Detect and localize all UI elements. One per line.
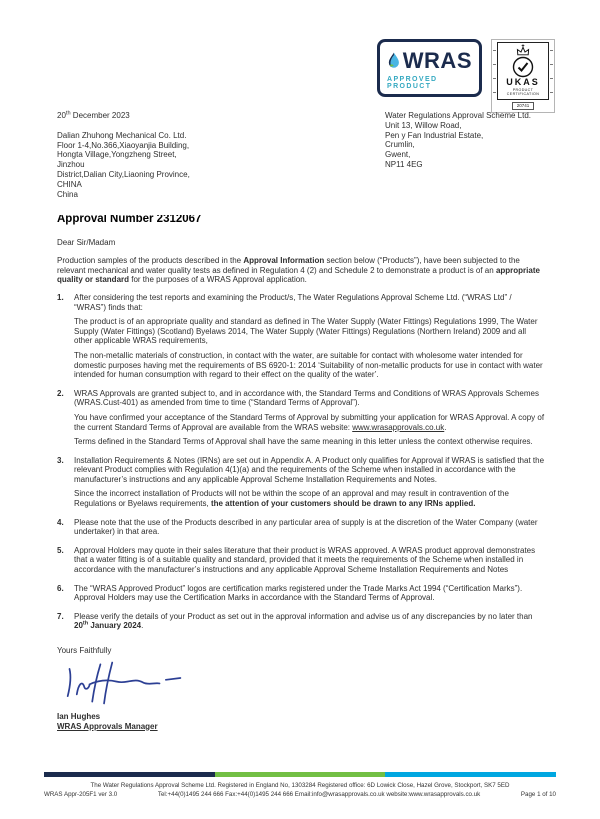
letter-body	[57, 215, 545, 767]
text-segment: for the purposes of a WRAS Approval application.	[129, 275, 307, 285]
text-segment: The non-metallic materials of construction, in contact with the water, are suitable for contact with wholesome water intended for domestic purposes having met the requirements of BS 6920-1: 2014 ‘Suitability of non-metallic products for use in contact with water intended for human consumption with regard to their effect on the quality of the water’.	[74, 350, 543, 380]
address-line: Unit 13, Willow Road,	[385, 120, 462, 130]
footer-contact-details: Tel:+44(0)1495 244 666 Fax:+44(0)1495 244 666 Email:info@wrasapprovals.co.uk website:www.wrasapprovals.co.uk	[157, 790, 481, 798]
recipient-address	[57, 131, 385, 200]
signature-block	[57, 658, 545, 731]
list-item-number: 2.	[57, 388, 64, 398]
paragraph	[74, 413, 545, 432]
list-item-body	[74, 389, 545, 452]
text-segment: January 2024	[88, 621, 142, 631]
paragraph	[74, 546, 545, 575]
paragraph	[74, 317, 545, 346]
list-item-3	[57, 456, 545, 514]
wras-address	[385, 111, 545, 199]
address-line: Water Regulations Approval Scheme Ltd.	[385, 111, 532, 120]
text-segment: After considering the test reports and examining the Product/s, The Water Regulations Approval Scheme Ltd. (“WRAS Ltd” / “WRAS”) finds that:	[74, 292, 512, 312]
intro-paragraph	[57, 256, 545, 285]
ukas-inner-box	[497, 42, 549, 100]
paragraph	[74, 489, 545, 508]
ukas-certification-mark	[491, 39, 555, 113]
paragraph	[74, 437, 545, 447]
ukas-registration-ticks-right	[550, 50, 553, 94]
list-item-number: 6.	[57, 583, 64, 593]
ukas-registration-ticks-left	[493, 50, 496, 94]
list-item-7	[57, 612, 545, 636]
text-segment: Since the incorrect installation of Products will not be within the scope of an approval and may result in contravention of the Regulations or Byelaws requirements,	[74, 489, 509, 509]
header-logos	[377, 39, 555, 113]
text-segment: Production samples of the products described in the	[57, 256, 244, 266]
footer-registered-office: The Water Regulations Approval Scheme Ltd. Registered in England No, 1303284 Registered office: 6D Lowick Close, Hazel Grove, Stockport, SK7 5ED	[90, 782, 510, 789]
paragraph	[74, 584, 545, 603]
list-item-body	[74, 518, 545, 542]
text-segment: Please note that the use of the Products described in any particular area of supply is at the discretion of the Water Company (water undertaker) in that area.	[74, 517, 538, 537]
list-item-2	[57, 389, 545, 452]
text-segment: 20	[57, 111, 66, 120]
list-item-body	[74, 612, 545, 636]
footer-bar-green-segment	[215, 772, 386, 777]
address-line: Jinzhou	[57, 160, 85, 170]
crown-icon	[515, 44, 531, 56]
water-drop-icon	[387, 47, 401, 74]
address-line: Hongta Village,Yongzheng Street,	[57, 150, 177, 160]
wras-logo-top	[387, 47, 472, 74]
wras-wordmark: WRAS	[402, 47, 472, 73]
text-segment: December 2023	[70, 111, 130, 120]
list-item-5	[57, 546, 545, 580]
checkmark-circle-icon	[512, 56, 534, 78]
address-line: Crumlin,	[385, 140, 415, 150]
footer-color-bar	[44, 772, 556, 777]
text-segment: WRAS Approvals are granted subject to, and in accordance with, the Standard Terms and Conditions of WRAS Approvals Schemes (WRAS.Cust-401) as amended from time to time (“Standard Terms of Approval”).	[74, 388, 539, 408]
list-item-1	[57, 293, 545, 385]
letter-date	[57, 111, 385, 121]
website-link[interactable]: www.wrasapprovals.co.uk	[352, 422, 445, 432]
recipient-block	[57, 111, 385, 199]
footer-bar-blue-segment	[385, 772, 556, 777]
address-line: CHINA	[57, 179, 82, 189]
address-block	[57, 111, 545, 199]
salutation: Dear Sir/Madam	[57, 237, 116, 247]
address-line: Floor 1-4,No.366,Xiaoyanjia Building,	[57, 140, 190, 150]
paragraph	[74, 518, 545, 537]
wras-approved-product-logo	[377, 39, 482, 97]
text-segment: Terms defined in the Standard Terms of Approval shall have the same meaning in this letter unless the context otherwise requires.	[74, 437, 533, 447]
ukas-wordmark: UKAS	[506, 77, 540, 87]
address-line: Dalian Zhuhong Mechanical Co. Ltd.	[57, 130, 187, 140]
text-segment: section below (“Products”), have been subjected to the relevant mechanical and water quality tests as defined in Regulation 4 (2) and Schedule 2 to demonstrate a product is of an	[57, 256, 520, 275]
paragraph	[74, 293, 545, 312]
text-segment: You have confirmed your acceptance of the Standard Terms of Approval by submitting your application for WRAS Approval. A copy of the current Standard Terms of Approval are available from the WRAS website:	[74, 412, 545, 432]
list-item-number: 3.	[57, 455, 64, 465]
text-segment: .	[444, 422, 447, 432]
text-segment: The product is of an appropriate quality and standard as defined in The Water Supply (Water Fittings) Regulations 1999, The Water Supply (Water Fittings) (Scotland) Byelaws 2014, The Water Supply (Water Fittings) Regulations (Northern Ireland) 2009 and all other applicable WRAS requirements,	[74, 317, 538, 346]
text-segment: The “WRAS Approved Product” logos are certification marks registered under the Trade Marks Act 1994 (“Certification Marks”). Approval Holders may use the Certification Marks in accordance with the Standard Terms of Approval.	[74, 583, 523, 603]
signatory-name: Ian Hughes	[57, 712, 101, 722]
footer-bar-navy-segment	[44, 772, 215, 777]
address-line: China	[57, 189, 78, 199]
list-item-number: 7.	[57, 611, 64, 621]
text-segment: Please verify the details of your Product as set out in the approval information and advise us of any discrepancies by no later than	[74, 611, 533, 621]
paragraph	[74, 456, 545, 485]
list-item-number: 5.	[57, 545, 64, 555]
text-segment: 20	[74, 621, 83, 631]
address-line: District,Dalian City,Liaoning Province,	[57, 169, 190, 179]
list-item-4	[57, 518, 545, 542]
list-item-6	[57, 584, 545, 608]
address-line: Pen y Fan Industrial Estate,	[385, 130, 484, 140]
address-line: Gwent,	[385, 150, 411, 160]
text-segment: the attention of your customers should be drawn to any IRNs applied.	[210, 499, 476, 509]
approval-number-heading: Approval Number 2312067	[57, 215, 202, 225]
text-segment: .	[141, 621, 144, 631]
list-item-body	[74, 546, 545, 580]
text-segment: th	[82, 620, 89, 627]
list-item-body	[74, 456, 545, 514]
text-segment: Approval Holders may quote in their sales literature that their product is WRAS approved. A WRAS product approval demonstrates that a water fitting is of a suitable quality and standard, provided that it meets the requirements of the Scheme when installed in accordance with the manufacturer’s instructions and any applicable Approval Scheme Installation Requirements and Notes	[74, 545, 536, 575]
text-segment: Approval Information	[243, 256, 325, 266]
footer-contact-row	[44, 791, 556, 800]
address-line: NP11 4EG	[385, 159, 423, 169]
list-item-number: 1.	[57, 292, 64, 302]
ukas-subtitle: PRODUCT CERTIFICATION	[506, 87, 540, 97]
footer-document-reference: WRAS Appr-205F1 ver 3.0	[44, 790, 118, 798]
closing-line: Yours Faithfully	[57, 646, 112, 655]
wras-tagline: APPROVED PRODUCT	[387, 76, 438, 90]
handwritten-signature	[57, 658, 192, 708]
list-item-body	[74, 584, 545, 608]
list-item-number: 4.	[57, 517, 64, 527]
ukas-accreditation-number: 20741	[512, 102, 535, 110]
numbered-list	[57, 293, 545, 636]
paragraph	[74, 389, 545, 408]
footer	[44, 782, 556, 799]
signatory-role: WRAS Approvals Manager	[57, 721, 158, 731]
text-segment: Installation Requirements & Notes (IRNs) are set out in Appendix A. A Product only qualifies for Approval if WRAS is satisfied that the relevant Product complies with Regulation 4(1)(a) and the requirements of the Scheme when installed in accordance with the manufacturer’s instructions and any applicable Approval Scheme Installation Requirements and Notes.	[74, 455, 545, 484]
text-segment: th	[65, 110, 71, 117]
footer-page-number: Page 1 of 10	[520, 790, 556, 798]
paragraph	[74, 351, 545, 380]
list-item-body	[74, 293, 545, 385]
paragraph	[74, 612, 545, 631]
text-segment: appropriate quality or standard	[57, 265, 540, 285]
